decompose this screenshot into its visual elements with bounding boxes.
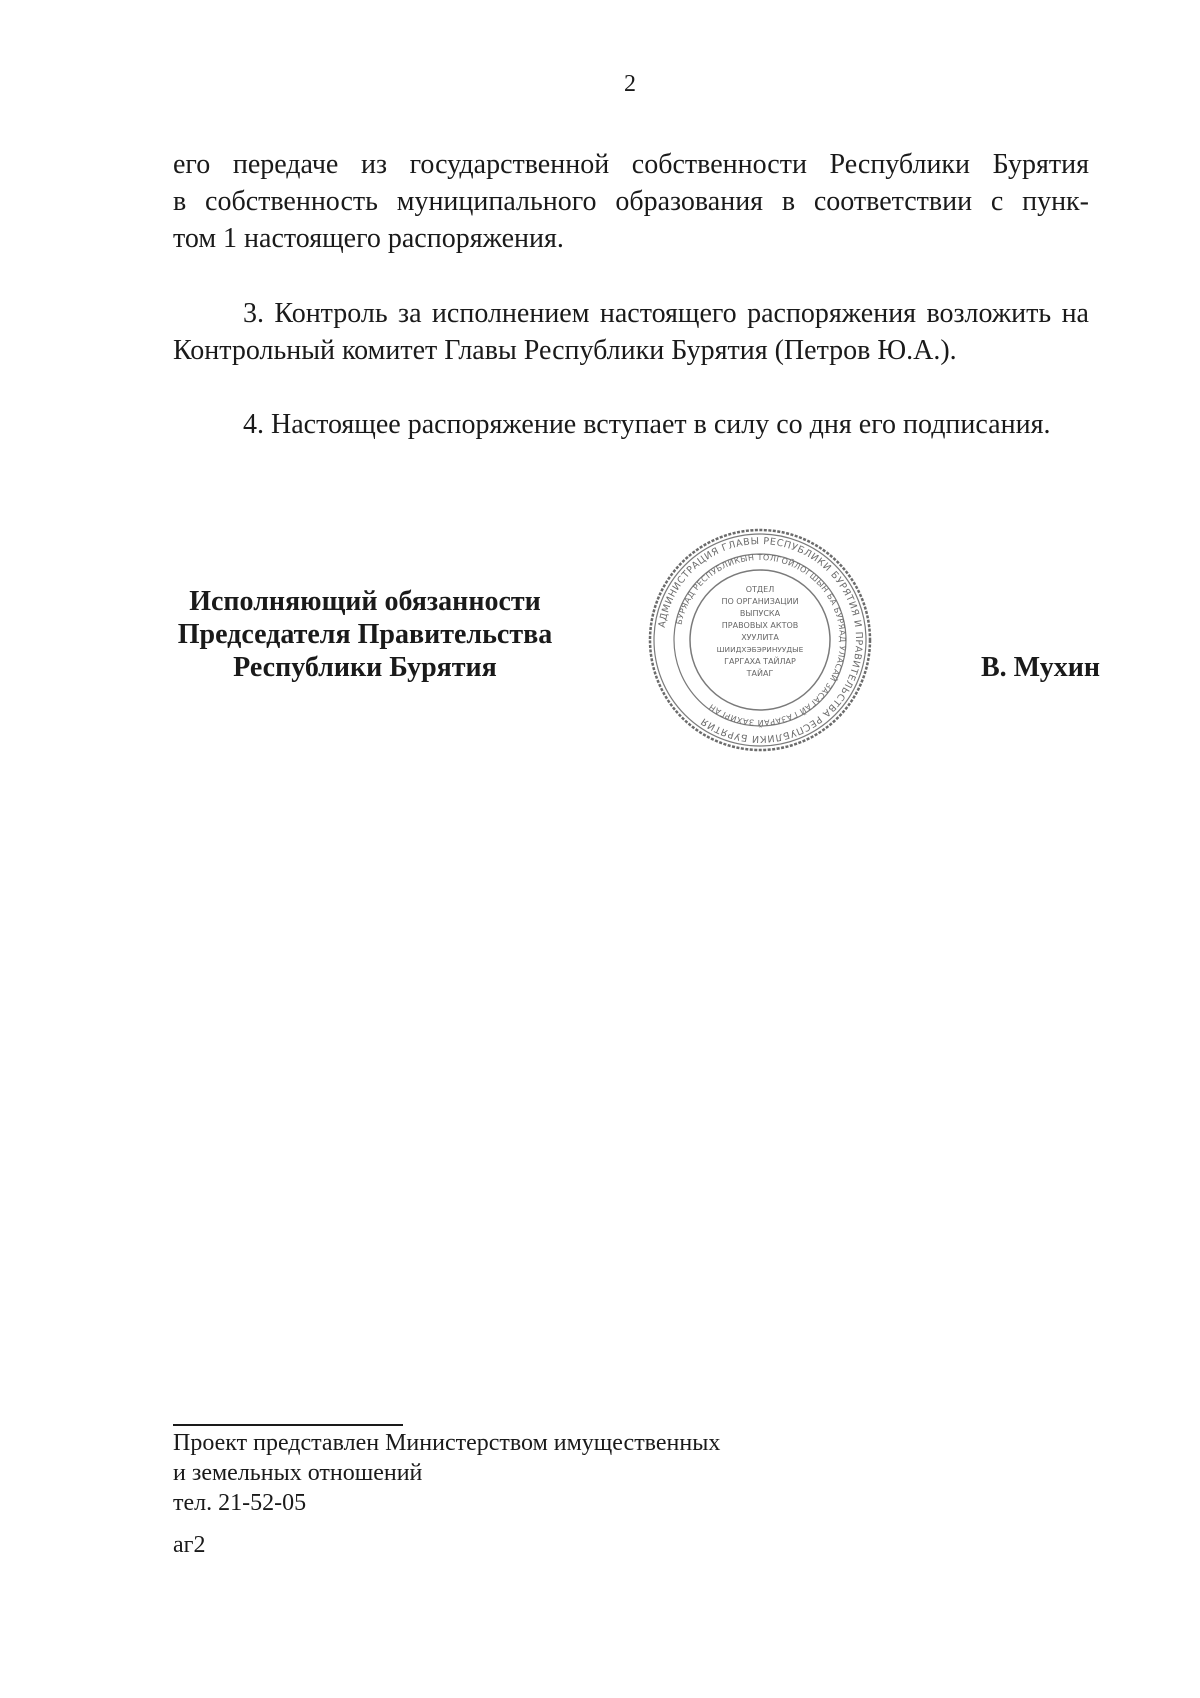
seal-center-text — [717, 585, 804, 678]
seal-outer-ring-text: АДМИНИСТРАЦИЯ ГЛАВЫ РЕСПУБЛИКИ БУРЯТИЯ И ПРАВИТЕЛЬСТВА РЕСПУБЛИКИ БУРЯТИЯ — [656, 535, 865, 745]
svg-text:ХУУЛИТА: ХУУЛИТА — [741, 633, 779, 642]
signatory-position-line: Председателя Правительства — [177, 619, 553, 650]
paragraph-line: в собственность муниципального образования в соответствии с пунк- — [173, 186, 1089, 217]
seal-graphic — [640, 527, 880, 753]
page-number: 2 — [624, 71, 636, 97]
paragraph-line: том 1 настоящего распоряжения. — [173, 223, 564, 254]
document-code: аг2 — [173, 1532, 206, 1558]
svg-text:ПРАВОВЫХ АКТОВ: ПРАВОВЫХ АКТОВ — [721, 621, 799, 630]
paragraph-line: его передаче из государственной собственности Республики Бурятия — [173, 149, 1089, 180]
signatory-name: В. Мухин — [981, 652, 1100, 683]
paragraph-line: Контрольный комитет Главы Республики Бурятия (Петров Ю.А.). — [173, 335, 957, 366]
seal-inner-ring-text: БУРЯАД РЕСПУБЛИКЫН ТОЛГОЙЛОГШЫН БА БУРЯАД УЛАСАЙ ЗАСАГАЙ ГАЗАРАЙ ЗАХИРГАН — [674, 552, 848, 728]
footnote-divider — [173, 1424, 403, 1426]
footnote-line: Проект представлен Министерством имущественных — [173, 1430, 721, 1456]
svg-text:ТАЙАГ: ТАЙАГ — [746, 669, 774, 678]
svg-text:ГАРГАХА ТАЙЛАР: ГАРГАХА ТАЙЛАР — [724, 657, 796, 666]
svg-text:ПО ОРГАНИЗАЦИИ: ПО ОРГАНИЗАЦИИ — [721, 597, 799, 606]
footnote-line: и земельных отношений — [173, 1460, 423, 1486]
footnote-phone: тел. 21-52-05 — [173, 1490, 307, 1516]
signatory-position — [170, 585, 560, 684]
official-seal — [640, 527, 880, 753]
footnote — [173, 1428, 873, 1518]
svg-text:ВЫПУСКА: ВЫПУСКА — [739, 609, 781, 618]
signatory-position-line: Исполняющий обязанности — [189, 586, 541, 617]
paragraph-control-clause — [173, 295, 1089, 369]
paragraph-line: 3. Контроль за исполнением настоящего распоряжения возложить на — [243, 298, 1089, 329]
svg-text:ОТДЕЛ: ОТДЕЛ — [745, 585, 775, 594]
paragraph-effective-clause: 4. Настоящее распоряжение вступает в силу со дня его подписания. — [243, 409, 1051, 440]
signatory-position-line: Республики Бурятия — [233, 652, 497, 683]
svg-text:ШИИДХЭБЭРИНУУДЫЕ: ШИИДХЭБЭРИНУУДЫЕ — [716, 645, 804, 654]
paragraph-transfer-clause — [173, 146, 1089, 257]
